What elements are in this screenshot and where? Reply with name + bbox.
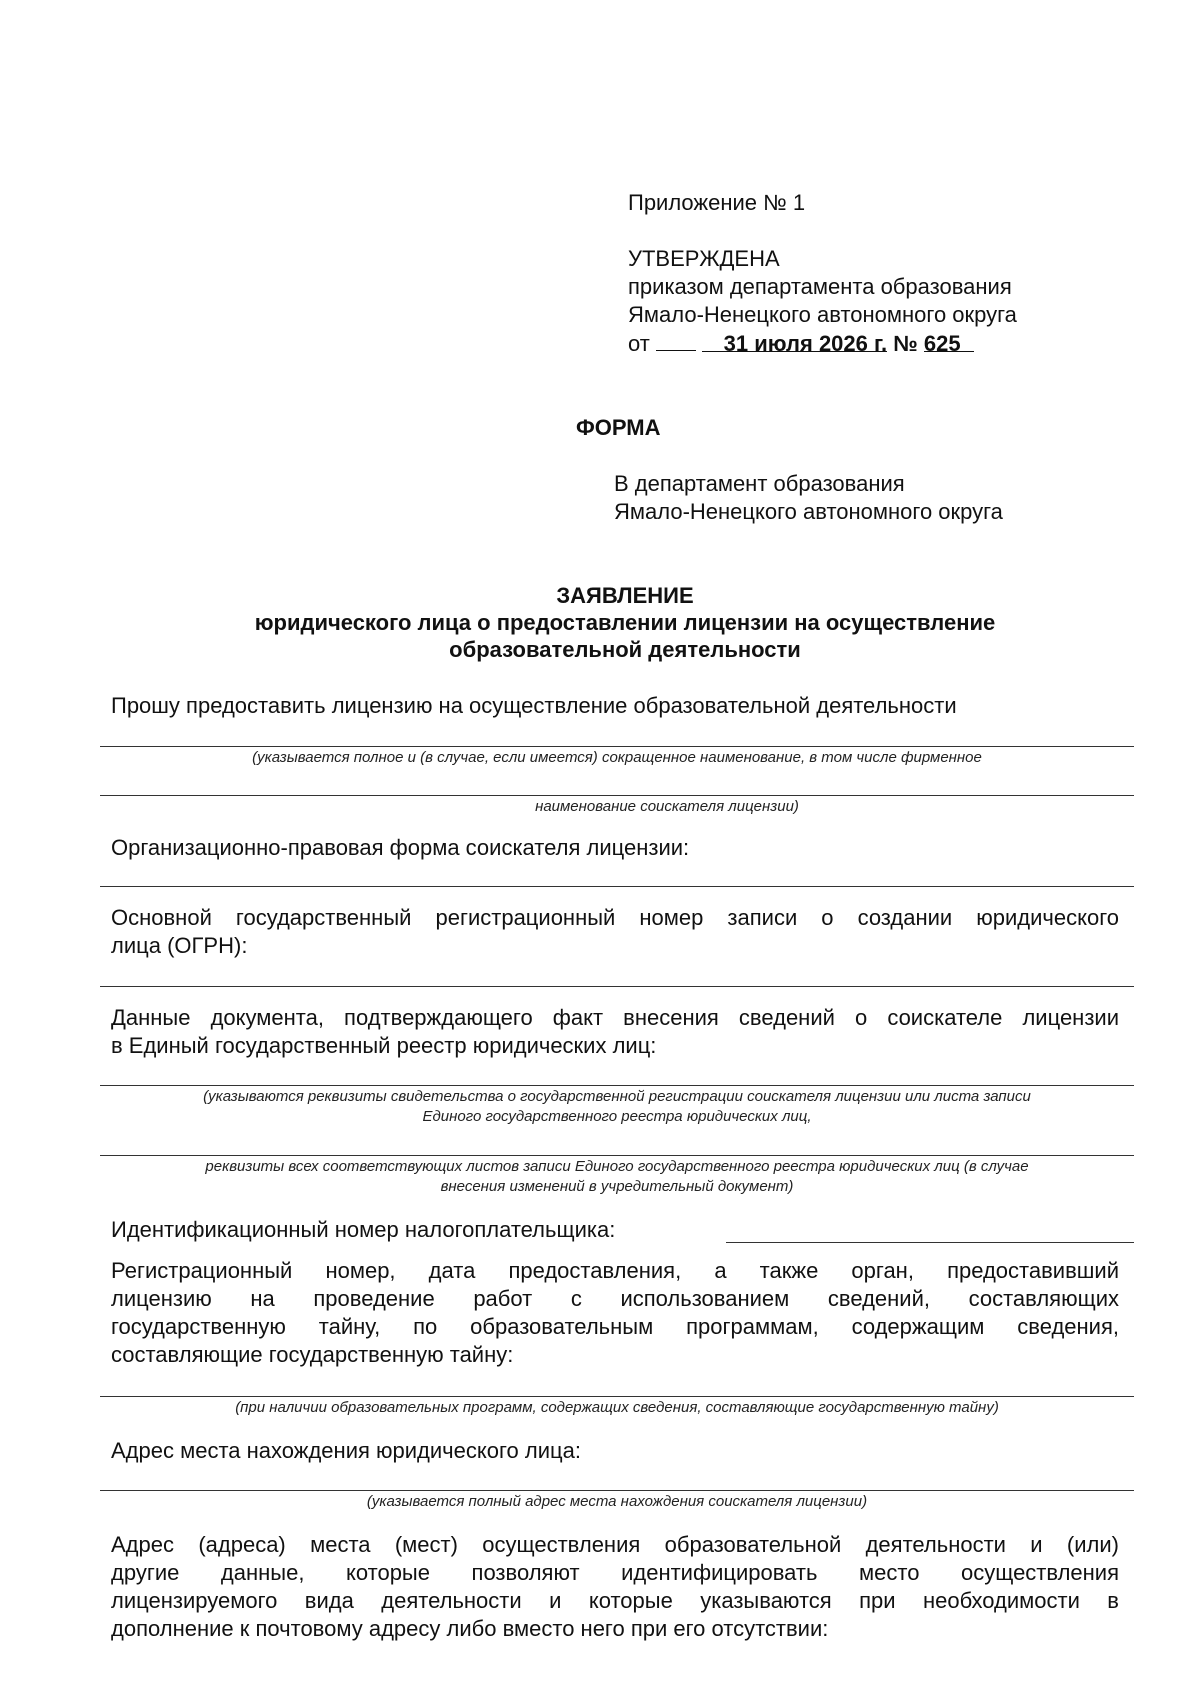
legal-form-label: Организационно-правовая форма соискателя лицензии:: [111, 835, 690, 860]
places-label-line-2: другие данные, которые позволяют идентифицировать место осуществления: [111, 1560, 1119, 1585]
egrul-line-2: [100, 1155, 1134, 1156]
date-stamp: 31 июля 2026 г.: [702, 331, 887, 352]
inn-line: [726, 1242, 1134, 1243]
egrul-hint-2b: внесения изменений в учредительный документ): [440, 1178, 794, 1195]
appendix-number: Приложение № 1: [628, 190, 806, 215]
ogrn-label-line-2: лица (ОГРН):: [111, 933, 248, 958]
legal-form-line: [100, 886, 1134, 887]
number-label: №: [893, 331, 918, 356]
date-day-blank: [656, 330, 696, 351]
number-stamp: 625: [924, 331, 974, 352]
ogrn-label-line-1: Основной государственный регистрационный номер записи о создании юридического: [111, 905, 1119, 930]
ogrn-line: [100, 986, 1134, 987]
from-label: от: [628, 331, 650, 356]
form-label: ФОРМА: [576, 415, 661, 440]
addressee-line-1: В департамент образования: [614, 471, 905, 496]
secret-label-line-1: Регистрационный номер, дата предоставления, а также орган, предоставивший: [111, 1258, 1119, 1283]
address-line: [100, 1490, 1134, 1491]
egrul-label-line-1: Данные документа, подтверждающего факт внесения сведений о соискателе лицензии: [111, 1005, 1119, 1030]
places-label-line-1: Адрес (адреса) места (мест) осуществления образовательной деятельности и (или): [111, 1532, 1119, 1557]
places-label-line-3: лицензируемого вида деятельности и которые указываются при необходимости в: [111, 1588, 1119, 1613]
egrul-hint-1b: Единого государственного реестра юридических лиц,: [422, 1108, 812, 1125]
secret-line: [100, 1396, 1134, 1397]
places-label-line-4: дополнение к почтовому адресу либо вместо него при его отсутствии:: [111, 1616, 829, 1641]
applicant-name-line-2: [100, 795, 1134, 796]
document-subtitle-1: юридического лица о предоставлении лицензии на осуществление: [254, 610, 996, 635]
secret-label-line-4: составляющие государственную тайну:: [111, 1342, 514, 1367]
document-subtitle-2: образовательной деятельности: [449, 637, 801, 662]
egrul-hint-2a: реквизиты всех соответствующих листов записи Единого государственного реестра юридических лиц (в случае: [205, 1158, 1029, 1175]
request-text: Прошу предоставить лицензию на осуществление образовательной деятельности: [111, 693, 957, 718]
order-date-line: [628, 330, 974, 357]
address-label: Адрес места нахождения юридического лица:: [111, 1438, 581, 1463]
order-line-2: Ямало-Ненецкого автономного округа: [628, 302, 1017, 327]
approved-label: УТВЕРЖДЕНА: [628, 246, 780, 271]
inn-label: Идентификационный номер налогоплательщика:: [111, 1217, 616, 1242]
egrul-label-line-2: в Единый государственный реестр юридических лиц:: [111, 1033, 657, 1058]
applicant-name-line: [100, 746, 1134, 747]
address-hint: (указывается полный адрес места нахождения соискателя лицензии): [366, 1493, 868, 1510]
order-line-1: приказом департамента образования: [628, 274, 1012, 299]
document-title: ЗАЯВЛЕНИЕ: [556, 583, 694, 608]
secret-label-line-2: лицензию на проведение работ с использованием сведений, составляющих: [111, 1286, 1119, 1311]
secret-hint: (при наличии образовательных программ, содержащих сведения, составляющие государственную тайну): [235, 1399, 999, 1416]
applicant-name-hint-1: (указывается полное и (в случае, если имеется) сокращенное наименование, в том числе фирменное: [252, 749, 982, 766]
applicant-name-hint-2: наименование соискателя лицензии): [535, 798, 799, 815]
egrul-hint-1a: (указываются реквизиты свидетельства о государственной регистрации соискателя лицензии или листа записи: [203, 1088, 1031, 1105]
addressee-line-2: Ямало-Ненецкого автономного округа: [614, 499, 1003, 524]
secret-label-line-3: государственную тайну, по образовательным программам, содержащим сведения,: [111, 1314, 1119, 1339]
egrul-line-1: [100, 1085, 1134, 1086]
